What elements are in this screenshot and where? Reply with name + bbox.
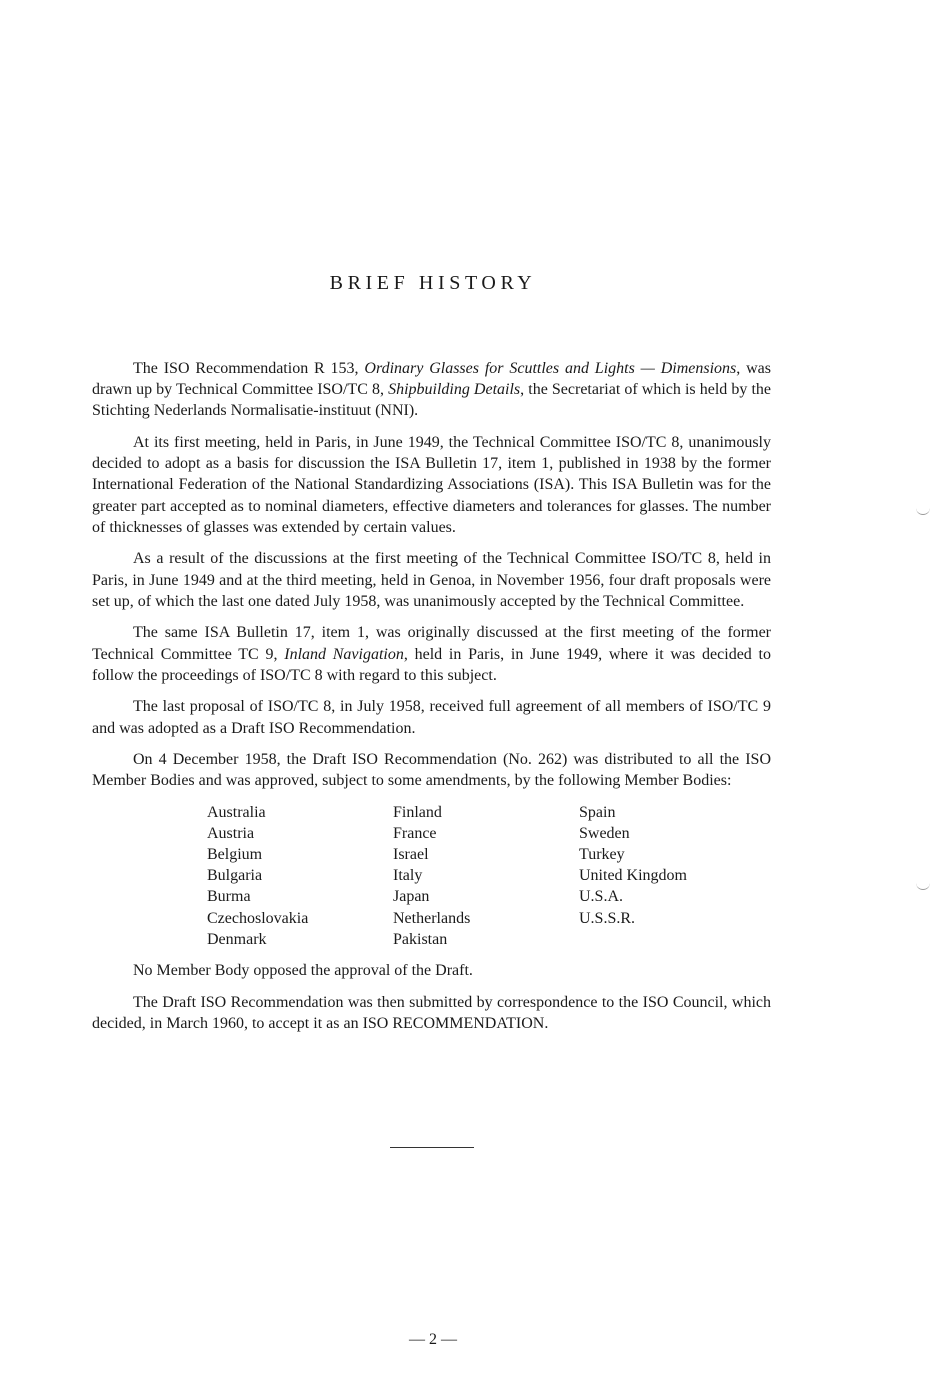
paragraph-3: As a result of the discussions at the first meeting of the Technical Committee ISO/TC 8, held in Paris, in June 1949 and at the third meeting, held in Genoa, in November 1956, four draft proposals were set up, of which the last one dated July 1958, was unanimously accepted by the Technical Committee. bbox=[92, 550, 771, 610]
margin-mark bbox=[916, 508, 930, 515]
country-item: Bulgaria bbox=[207, 867, 263, 885]
paragraph-5: The last proposal of ISO/TC 8, in July 1958, received full agreement of all members of ISO/TC 9 and was adopted as a Draft ISO Recommendation. bbox=[92, 698, 771, 737]
paragraph-1-part-a: The ISO Recommendation R 153, bbox=[133, 360, 365, 377]
country-item: Sweden bbox=[579, 824, 630, 842]
country-item: Australia bbox=[207, 803, 266, 821]
country-item: Denmark bbox=[207, 930, 267, 948]
country-item: Belgium bbox=[207, 846, 263, 864]
body-text bbox=[92, 358, 771, 1044]
paragraph-1-part-e: , the Secretariat of which is held by the Stichting Nederlands Normalisatie-instituut (NNI). bbox=[92, 381, 772, 420]
page-title: BRIEF HISTORY bbox=[329, 272, 537, 294]
closing-rule bbox=[390, 1147, 474, 1148]
countries-column-3 bbox=[579, 802, 765, 950]
paragraph-7: No Member Body opposed the approval of the Draft. bbox=[133, 962, 473, 980]
paragraph-1 bbox=[92, 358, 771, 422]
country-item: Netherlands bbox=[393, 909, 471, 927]
page-number: — 2 — bbox=[409, 1331, 457, 1348]
country-item: U.S.S.R. bbox=[579, 909, 636, 927]
country-item: Pakistan bbox=[393, 930, 448, 948]
country-item: Spain bbox=[579, 803, 616, 821]
country-item: Burma bbox=[207, 888, 251, 906]
country-item: Italy bbox=[393, 867, 423, 885]
country-item: U.S.A. bbox=[579, 888, 624, 906]
margin-mark bbox=[916, 883, 930, 890]
paragraph-1-committee-italic: Shipbuilding Details bbox=[388, 381, 521, 399]
country-item: Austria bbox=[207, 824, 255, 842]
paragraph-4-part-a: The same ISA Bulletin 17, item 1, was originally discussed at the first meeting of the former Technical Committee TC 9, bbox=[92, 624, 771, 663]
member-bodies-list bbox=[207, 802, 771, 950]
country-item: Finland bbox=[393, 803, 442, 821]
paragraph-1-title-italic: Ordinary Glasses for Scuttles and Lights — Dimensions bbox=[364, 360, 737, 377]
country-item: Turkey bbox=[579, 846, 625, 864]
paragraph-8: The Draft ISO Recommendation was then submitted by correspondence to the ISO Council, which decided, in March 1960, to accept it as an ISO RECOMMENDATION. bbox=[92, 993, 771, 1032]
country-item: Czechoslovakia bbox=[207, 909, 309, 927]
country-item: Israel bbox=[393, 846, 429, 864]
country-item: France bbox=[393, 824, 437, 842]
country-item: Japan bbox=[393, 888, 430, 906]
paragraph-4-part-c: , held in Paris, in June 1949, where it was decided to follow the proceedings of ISO/TC 8 with regard to this subject. bbox=[92, 645, 771, 684]
paragraph-4-committee-italic: Inland Navigation bbox=[284, 645, 404, 663]
paragraph-4 bbox=[92, 622, 771, 686]
paragraph-6: On 4 December 1958, the Draft ISO Recommendation (No. 262) was distributed to all the ISO Member Bodies and was approved, subject to some amendments, by the following Member Bodies: bbox=[92, 751, 771, 790]
countries-column-2 bbox=[393, 802, 579, 950]
country-item: United Kingdom bbox=[579, 867, 687, 885]
countries-column-1 bbox=[207, 802, 393, 950]
paragraph-1-part-c: , was drawn up by Technical Committee ISO/TC 8, bbox=[92, 360, 772, 399]
paragraph-2: At its first meeting, held in Paris, in June 1949, the Technical Committee ISO/TC 8, unanimously decided to adopt as a basis for discussion the ISA Bulletin 17, item 1, published in 1938 by the former International Federation of the National Standardizing Associations (ISA). This ISA Bulletin was for the greater part accepted as to nominal diameters, effective diameters and tolerances for glasses. The number of thicknesses of glasses was extended by certain values. bbox=[92, 434, 771, 536]
